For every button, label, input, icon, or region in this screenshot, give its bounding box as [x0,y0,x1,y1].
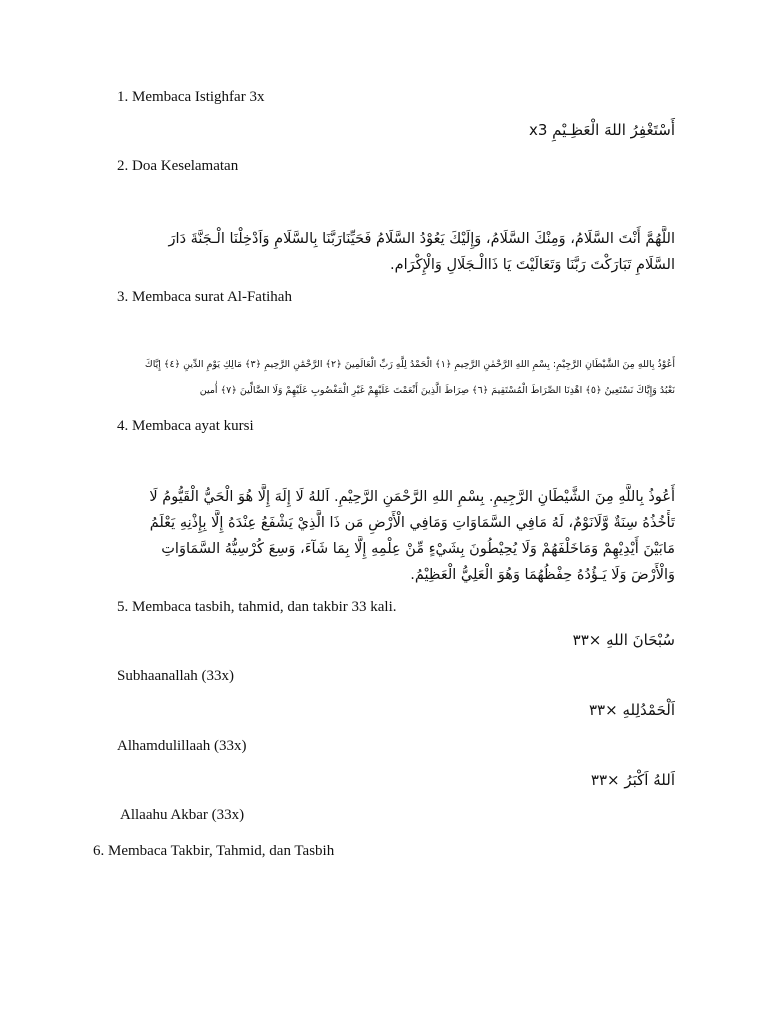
section-1-heading: 1. Membaca Istighfar 3x [117,89,265,105]
tahmid-latin: Alhamdulillaah (33x) [117,738,247,754]
doa-keselamatan-arabic [130,226,675,278]
doa-keselamatan-line-1: اللَّهُمَّ أَنْتَ السَّلَامُ، وَمِنْكَ السَّلَامُ، وَإِلَيْكَ يَعُوْدُ السَّلَامُ فَحَيِّنَارَبَّنَا بِالسَّلَامِ وَاَدْخِلْنَا الْـجَنَّةَ دَارَ [168,231,675,247]
ayat-kursi-arabic [130,484,675,588]
section-2-heading: 2. Doa Keselamatan [117,158,239,174]
doa-keselamatan-line-2: السَّلَامِ تَبَارَكْتَ رَبَّنَا وَتَعَالَيْتَ يَا ذَاالْـجَلَالِ وَالْإِكْرَام. [390,257,675,273]
al-fatihah-arabic [130,352,675,404]
ayat-kursi-line-1: أَعُوذُ بِاللَّهِ مِنَ الشَّيْطَانِ الرَّجِيمِ. بِسْمِ اللهِ الرَّحْمَنِ الرَّحِيْمِ. اَللهُ لَا إِلَهَ إِلَّا هُوَ الْحَيُّ الْقَيُّومُ لَا [149,489,675,505]
tasbih-latin: Subhaanallah (33x) [117,668,235,684]
tasbih-arabic: سُبْحَانَ اللهِ ×٣٣ [572,631,675,649]
tahmid-arabic: اَلْحَمْدُلِلهِ ×٣٣ [588,701,675,719]
al-fatihah-line-1: أَعُوْذُ بِاللهِ مِنَ الشَّيْطَانِ الرَّجِيْمِ: بِسْمِ اللهِ الرَّحْمٰنِ الرَّحِيمِ ﴿١﴾ الْحَمْدُ لِلَّهِ رَبِّ الْعَالَمِينَ ﴿٢﴾ الرَّحْمَٰنِ الرَّحِيمِ ﴿٣﴾ مَالِكِ يَوْمِ الدِّينِ ﴿٤﴾ إِيَّاكَ [144,359,675,370]
takbir-latin: Allaahu Akbar (33x) [120,807,245,823]
takbir-arabic: اَللهُ اَكْبَرُ ×٣٣ [590,771,675,789]
section-6-heading: 6. Membaca Takbir, Tahmid, dan Tasbih [93,843,335,859]
ayat-kursi-line-4: وَالْأَرْضَ وَلَا يَـؤُدُهُ حِفْظُهُمَا وَهُوَ الْعَلِيُّ الْعَظِيْمُ. [410,567,675,583]
istighfar-arabic: أَسْتَغْفِرُ اللهَ الْعَظِـيْمِ x3 [528,121,675,139]
section-3-heading: 3. Membaca surat Al-Fatihah [117,289,292,305]
section-5-heading: 5. Membaca tasbih, tahmid, dan takbir 33 kali. [117,599,397,615]
ayat-kursi-line-2: تَأْخُذُهُ سِنَةٌ وَّلَانَوْمٌ، لَهُ مَافِي السَّمَاوَاتِ وَمَافِي الْأَرْضِ مَن ذَا الَّذِيْ يَشْفَعُ عِنْدَهُ إِلَّا بِإِذْنِهِ يَعْلَمُ [149,515,675,531]
ayat-kursi-line-3: مَابَيْنَ أَيْدِيْهِمْ وَمَاخَلْفَهُمْ وَلَا يُحِيْطُونَ بِشَيْءٍ مِّنْ عِلْمِهِ إِلَّا بِمَا شَآءَ، وَسِعَ كُرْسِيُّهُ السَّمَاوَاتِ [161,541,675,557]
section-4-heading: 4. Membaca ayat kursi [117,418,254,434]
al-fatihah-line-2: نَعْبُدُ وَإِيَّاكَ نَسْتَعِينُ ﴿٥﴾ اهْدِنَا الصِّرَاطَ الْمُسْتَقِيمَ ﴿٦﴾ صِرَاطَ الَّذِينَ أَنْعَمْتَ عَلَيْهِمْ غَيْرِ الْمَغْضُوبِ عَلَيْهِمْ وَلَا الضَّالِّينَ ﴿٧﴾ أٰمين [199,385,675,396]
